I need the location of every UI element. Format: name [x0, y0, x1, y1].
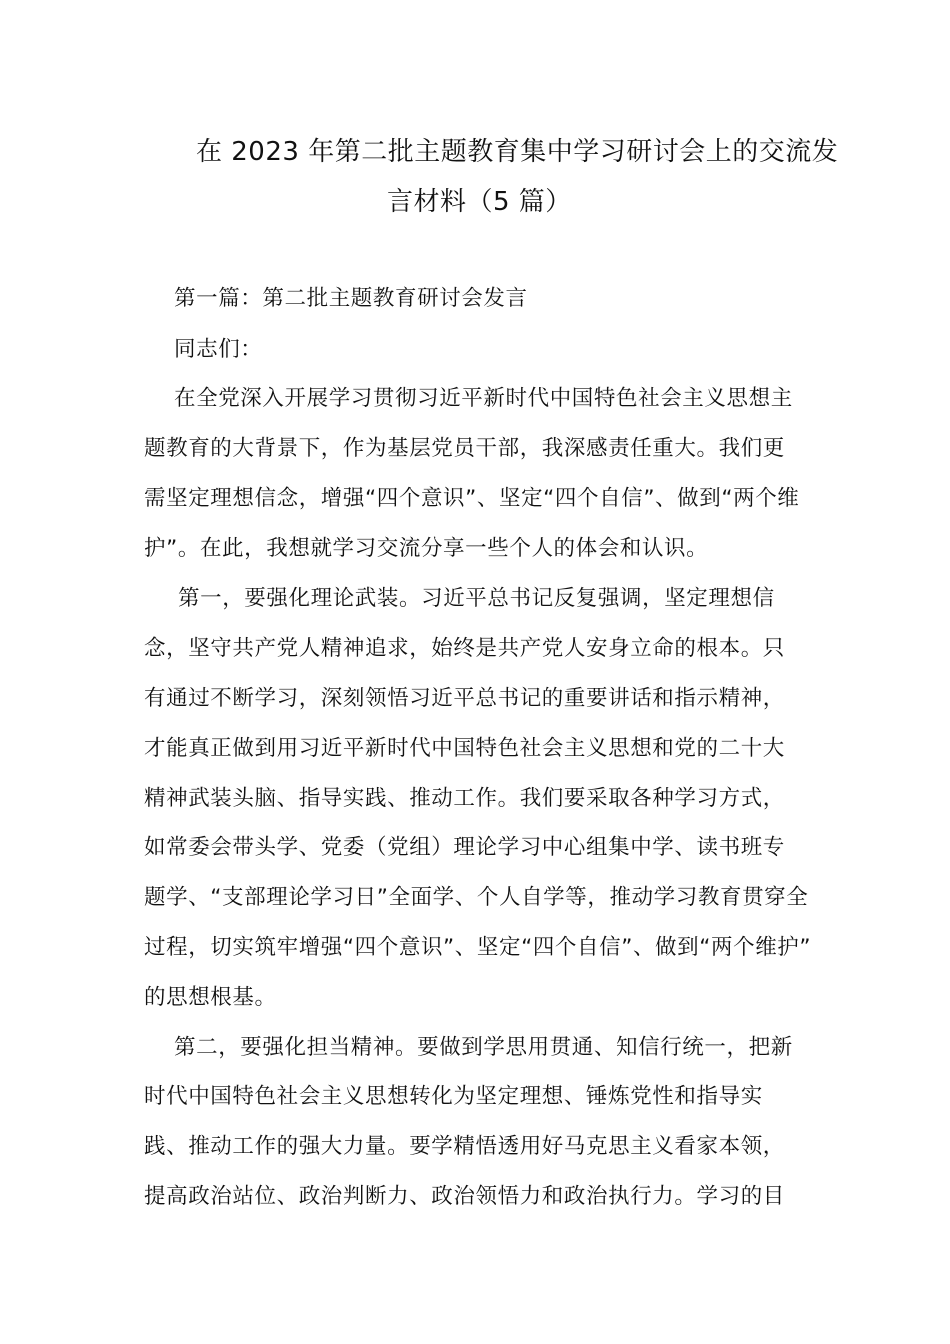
paragraph-line: 践、推动工作的强大力量。要学精悟透用好马克思主义看家本领，: [144, 1134, 785, 1159]
paragraph-line: 才能真正做到用习近平新时代中国特色社会主义思想和党的二十大: [144, 736, 785, 761]
salutation: 同志们：: [174, 337, 263, 362]
paragraph-line: 题学、“支部理论学习日”全面学、个人自学等，推动学习教育贯穿全: [144, 885, 809, 910]
paragraph-line: 在全党深入开展学习贯彻习近平新时代中国特色社会主义思想主: [174, 386, 793, 411]
paragraph-line: 有通过不断学习，深刻领悟习近平总书记的重要讲话和指示精神，: [144, 686, 785, 711]
paragraph-line: 题教育的大背景下，作为基层党员干部，我深感责任重大。我们更: [144, 436, 785, 461]
document-title-line-1: 在 2023 年第二批主题教育集中学习研讨会上的交流发: [196, 137, 839, 167]
paragraph-line: 第一，要强化理论武装。习近平总书记反复强调，坚定理想信: [178, 586, 775, 611]
paragraph-line: 时代中国特色社会主义思想转化为坚定理想、锤炼党性和指导实: [144, 1084, 763, 1109]
paragraph-line: 第二，要强化担当精神。要做到学思用贯通、知信行统一，把新: [174, 1035, 793, 1060]
section-heading: 第一篇：第二批主题教育研讨会发言: [174, 286, 528, 311]
paragraph-line: 需坚定理想信念，增强“四个意识”、坚定“四个自信”、做到“两个维: [144, 486, 800, 511]
paragraph-line: 精神武装头脑、指导实践、推动工作。我们要采取各种学习方式，: [144, 786, 785, 811]
paragraph-line: 护”。在此，我想就学习交流分享一些个人的体会和认识。: [144, 536, 709, 561]
document-title-line-2: 言材料（5 篇）: [387, 187, 572, 217]
paragraph-line: 的思想根基。: [144, 985, 277, 1010]
paragraph-line: 提高政治站位、政治判断力、政治领悟力和政治执行力。学习的目: [144, 1184, 785, 1209]
paragraph-line: 过程，切实筑牢增强“四个意识”、坚定“四个自信”、做到“两个维护”: [144, 935, 812, 960]
paragraph-line: 念，坚守共产党人精神追求，始终是共产党人安身立命的根本。只: [144, 636, 785, 661]
paragraph-line: 如常委会带头学、党委（党组）理论学习中心组集中学、读书班专: [144, 835, 785, 860]
